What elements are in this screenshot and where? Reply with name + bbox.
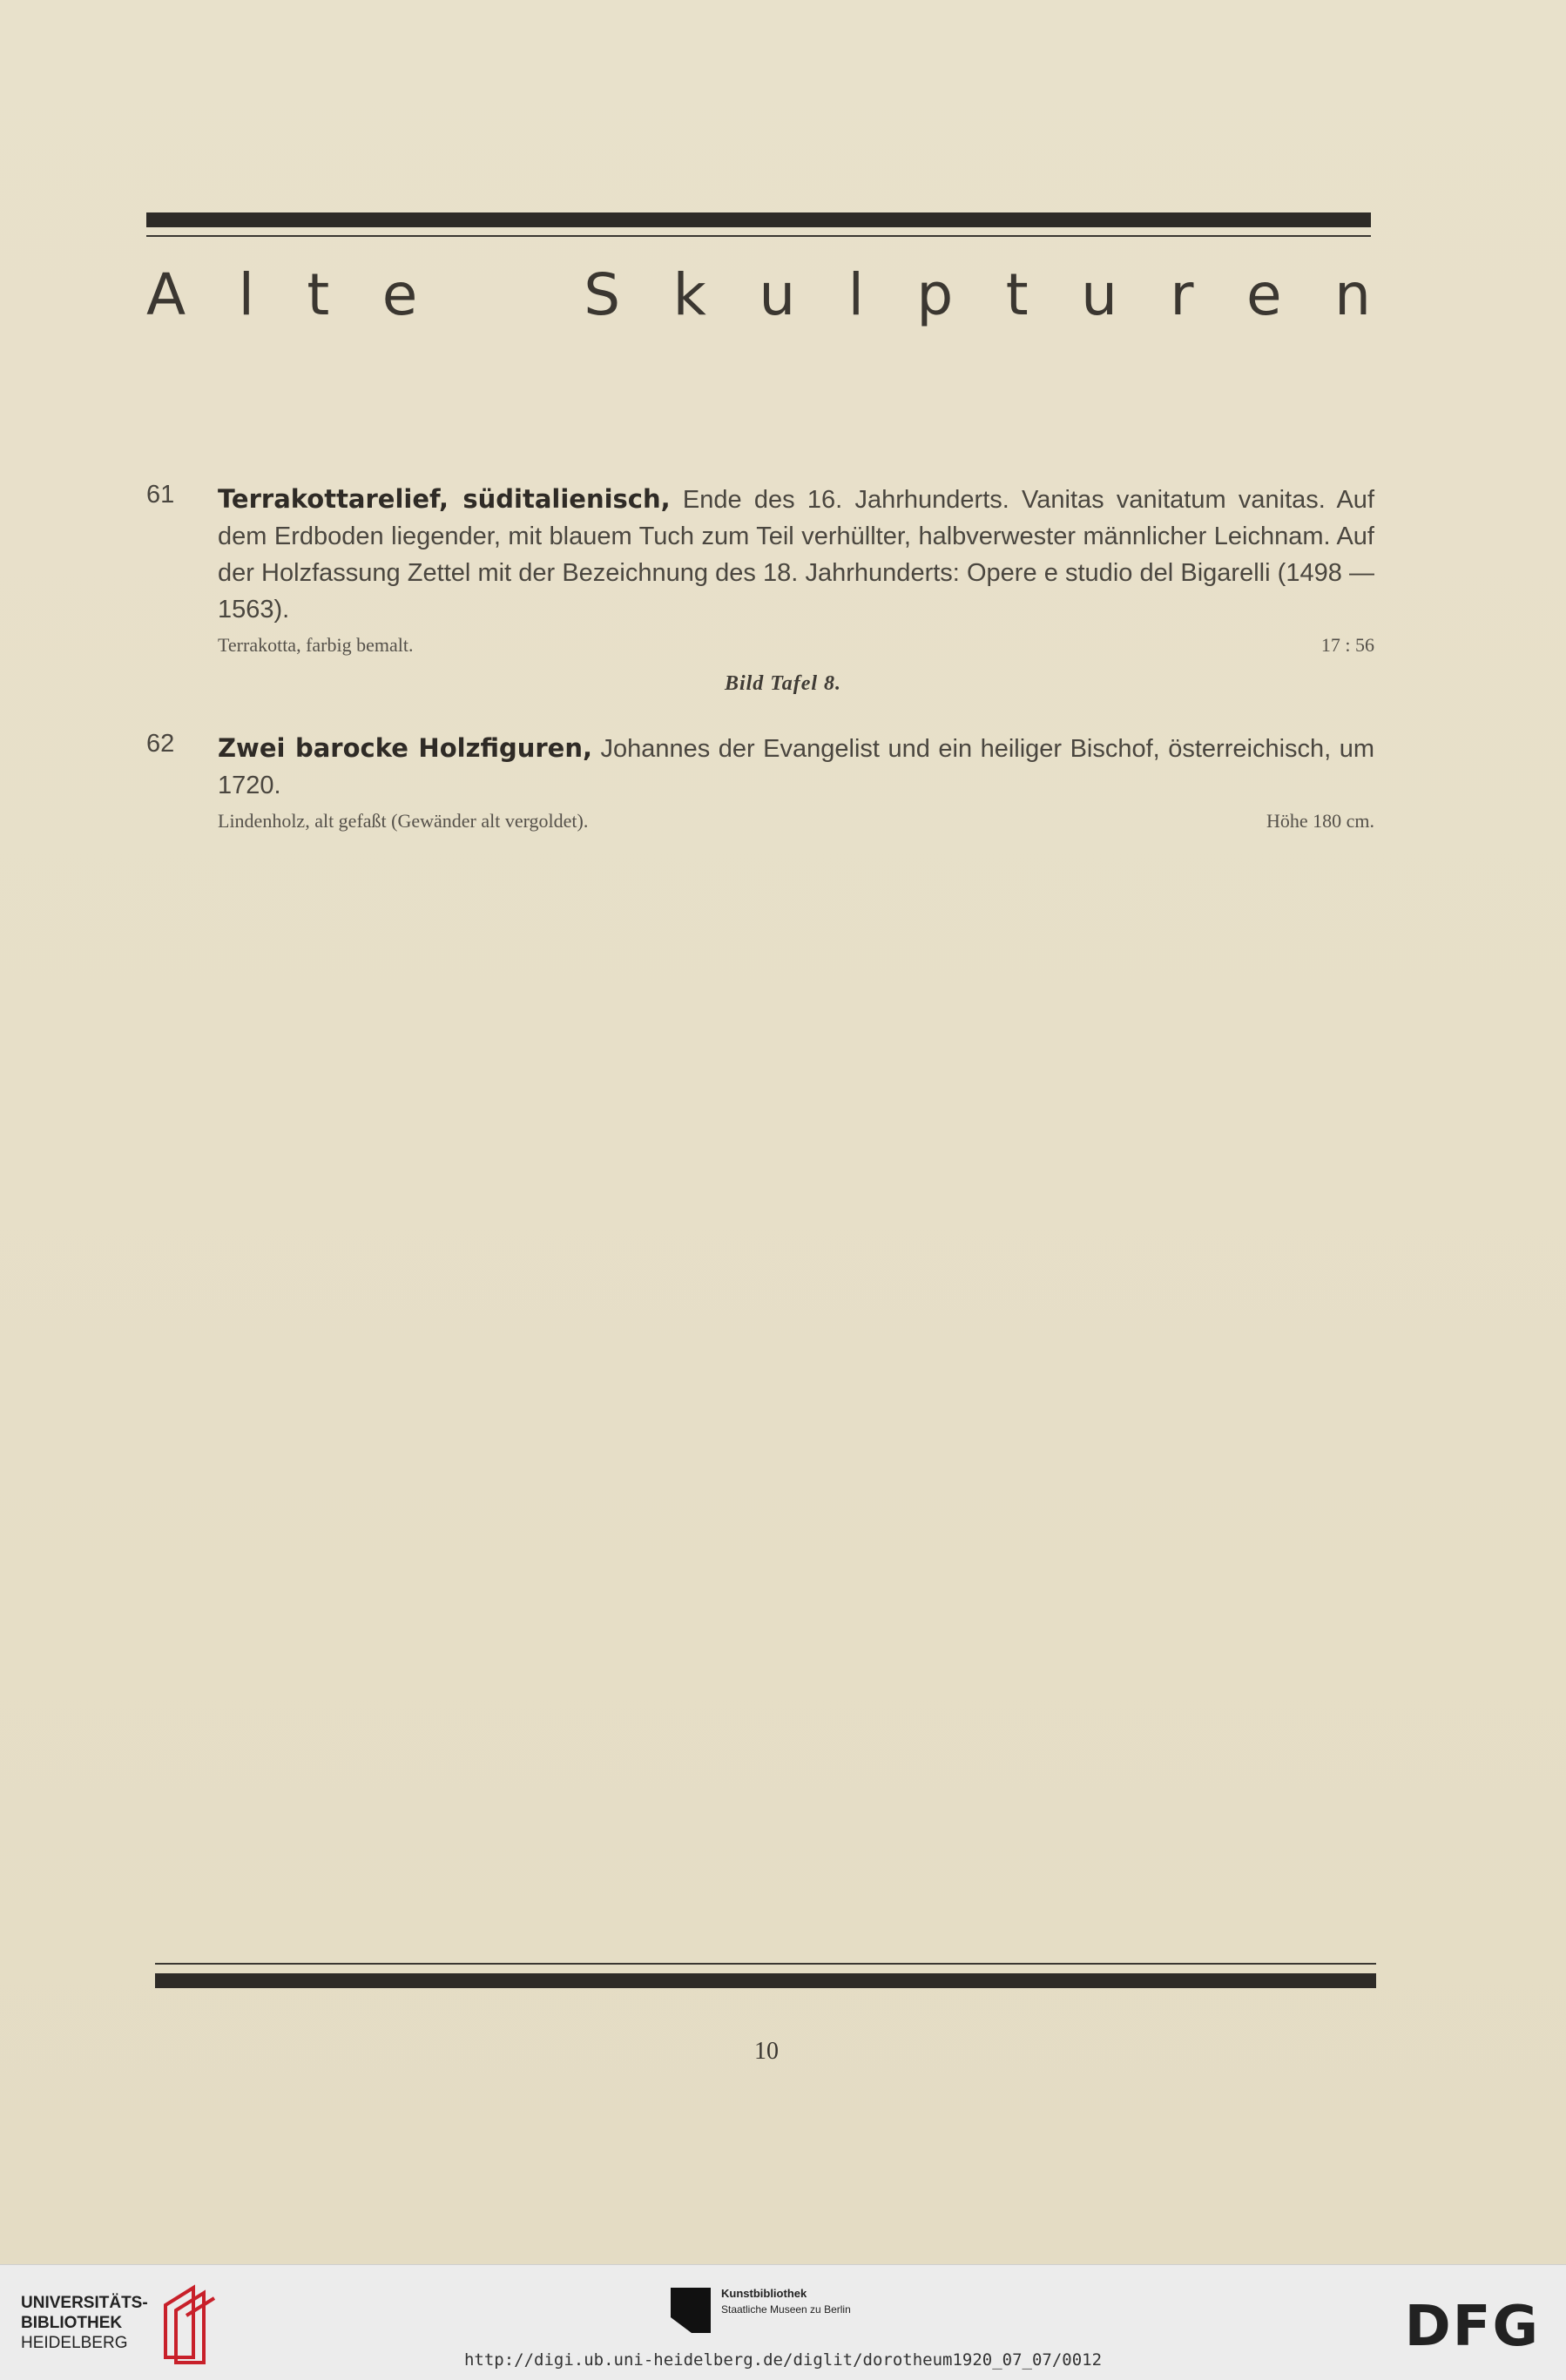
title-word-gap (470, 261, 531, 328)
ub-line: BIBLIOTHEK (21, 2314, 123, 2332)
entry-text (218, 481, 1374, 628)
dfg-logo: DFG (1404, 2295, 1540, 2359)
kb-subtitle: Staatliche Museen zu Berlin (721, 2303, 851, 2316)
ub-heidelberg-wordmark (21, 2293, 148, 2353)
title-letter: u (759, 261, 796, 328)
entry-body: Johannes der Evangelist und ein heiliger Bischof, österreichisch, um 1720. (218, 735, 1374, 799)
kunstbibliothek-icon (669, 2286, 712, 2335)
title-letter: l (847, 261, 864, 328)
top-rule-thick (146, 212, 1371, 227)
title-letter: n (1334, 261, 1371, 328)
title-letter: p (916, 261, 954, 328)
kunstbibliothek-logo (669, 2286, 851, 2335)
permalink-url[interactable]: http://digi.ub.uni-heidelberg.de/diglit/dorotheum1920_07_07/0012 (463, 2350, 1103, 2370)
digitization-footer (0, 2264, 1566, 2380)
entry-heading: Terrakottarelief, süditalienisch, (218, 484, 671, 514)
entry-meta (218, 634, 1374, 657)
title-letter: l (238, 261, 254, 328)
entry-number: 61 (146, 481, 175, 509)
title-letter: r (1170, 261, 1194, 328)
title-letter: e (1246, 261, 1282, 328)
top-rule-thin (146, 235, 1371, 237)
entry-dimensions: 17 : 56 (1320, 634, 1374, 656)
title-letter: S (584, 261, 621, 328)
ub-line: UNIVERSITÄTS- (21, 2294, 148, 2312)
entry-meta (218, 810, 1374, 833)
title-letter: A (146, 261, 186, 328)
entry-body: Ende des 16. Jahrhunderts. Vanitas vanitatum vanitas. Auf dem Erdboden liegender, mit blauem Tuch zum Teil verhüllter, halbverwester männlicher Leichnam. Auf der Holzfassung Zettel mit der Bezeichnung des 18. Jahrhunderts: Opere e studio del Bigarelli (1498 — 1563). (218, 486, 1374, 624)
entry-number: 62 (146, 730, 175, 758)
bottom-rule-thin (155, 1963, 1376, 1965)
title-letter: k (672, 261, 706, 328)
entry-dimensions: Höhe 180 cm. (1266, 810, 1374, 832)
entry-heading: Zwei barocke Holzfiguren, (218, 733, 592, 763)
plate-reference: Bild Tafel 8. (724, 672, 842, 695)
title-letter: t (307, 261, 330, 328)
title-letter: u (1081, 261, 1117, 328)
catalog-entry (146, 730, 1374, 804)
entry-material: Terrakotta, farbig bemalt. (218, 634, 414, 656)
kb-name: Kunstbibliothek (721, 2287, 807, 2300)
page-title (146, 261, 1371, 328)
ub-line: HEIDELBERG (21, 2334, 128, 2352)
title-letter: e (381, 261, 418, 328)
entry-text (218, 730, 1374, 804)
entry-material: Lindenholz, alt gefaßt (Gewänder alt vergoldet). (218, 810, 589, 832)
bottom-rule-thick (155, 1973, 1376, 1988)
catalog-entry (146, 481, 1374, 628)
page-number: 10 (754, 2038, 779, 2065)
title-letter: t (1005, 261, 1029, 328)
